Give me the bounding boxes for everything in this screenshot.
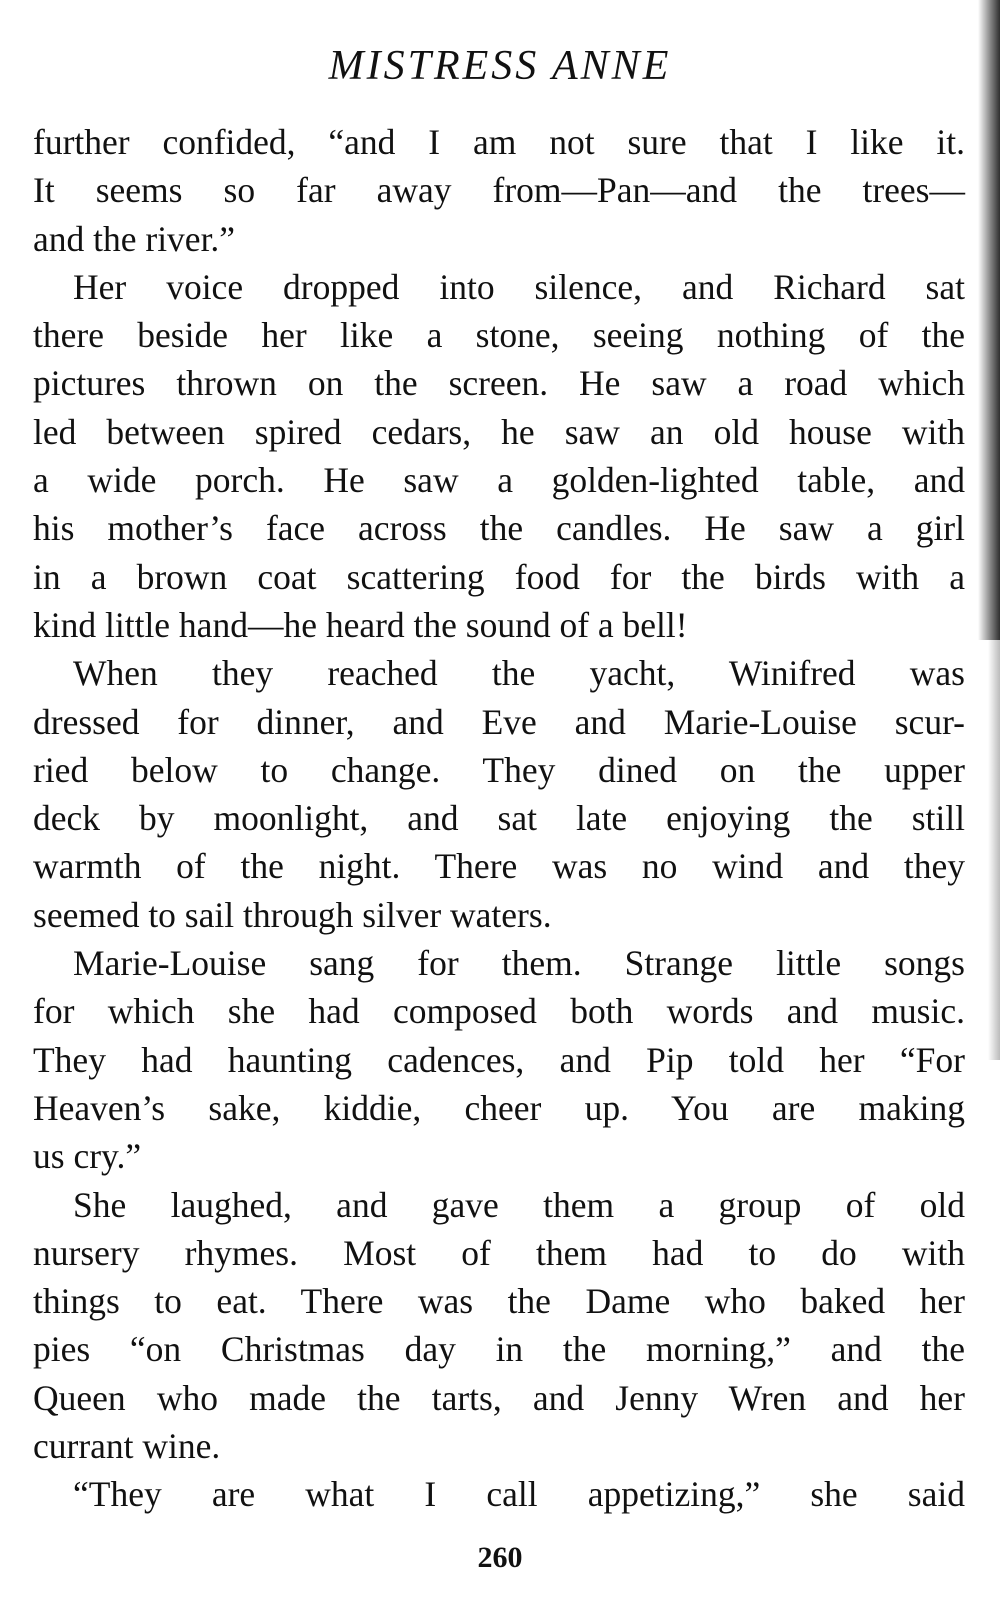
page-edge-shadow	[978, 0, 1000, 640]
text-line: Marie-Louise sang for them. Strange little songs	[73, 943, 965, 984]
text-line: his mother’s face across the candles. He saw a girl	[33, 508, 965, 549]
text-line: They had haunting cadences, and Pip told her “For	[33, 1039, 965, 1080]
text-line: warmth of the night. There was no wind and they	[33, 846, 965, 887]
text-line: further confided, “and I am not sure that I like it.	[33, 122, 965, 162]
text-line: She laughed, and gave them a group of old	[73, 1184, 965, 1225]
text-line: currant wine.	[33, 1426, 221, 1467]
text-line: It seems so far away from—Pan—and the trees—	[33, 170, 965, 211]
text-line: for which she had composed both words and music.	[33, 991, 965, 1032]
text-line: When they reached the yacht, Winifred was	[73, 653, 965, 694]
text-line: nursery rhymes. Most of them had to do with	[33, 1232, 965, 1273]
text-line: pictures thrown on the screen. He saw a road which	[33, 363, 965, 404]
body-text	[33, 118, 965, 1519]
text-line: deck by moonlight, and sat late enjoying the still	[33, 798, 965, 839]
text-line: there beside her like a stone, seeing nothing of the	[33, 315, 965, 356]
text-line: things to eat. There was the Dame who baked her	[33, 1281, 965, 1322]
text-line: “They are what I call appetizing,” she said	[73, 1474, 965, 1515]
text-line: and the river.”	[33, 218, 236, 259]
text-line: Queen who made the tarts, and Jenny Wren and her	[33, 1377, 965, 1418]
page-number: 260	[477, 1541, 523, 1574]
text-line: pies “on Christmas day in the morning,” and the	[33, 1329, 965, 1370]
text-line: led between spired cedars, he saw an old house with	[33, 411, 965, 452]
text-line: Her voice dropped into silence, and Richard sat	[73, 266, 965, 307]
text-line: in a brown coat scattering food for the birds with a	[33, 556, 965, 597]
text-line: ried below to change. They dined on the upper	[33, 749, 965, 790]
running-head: MISTRESS ANNE	[328, 43, 672, 89]
text-line: Heaven’s sake, kiddie, cheer up. You are making	[33, 1087, 965, 1128]
text-line: us cry.”	[33, 1136, 142, 1177]
text-line: seemed to sail through silver waters.	[33, 894, 552, 935]
page-edge-shadow-lower	[988, 640, 1000, 1060]
text-line: a wide porch. He saw a golden-lighted table, and	[33, 460, 965, 501]
text-line: kind little hand—he heard the sound of a bell!	[33, 604, 688, 645]
text-line: dressed for dinner, and Eve and Marie-Louise scur-	[33, 701, 965, 742]
